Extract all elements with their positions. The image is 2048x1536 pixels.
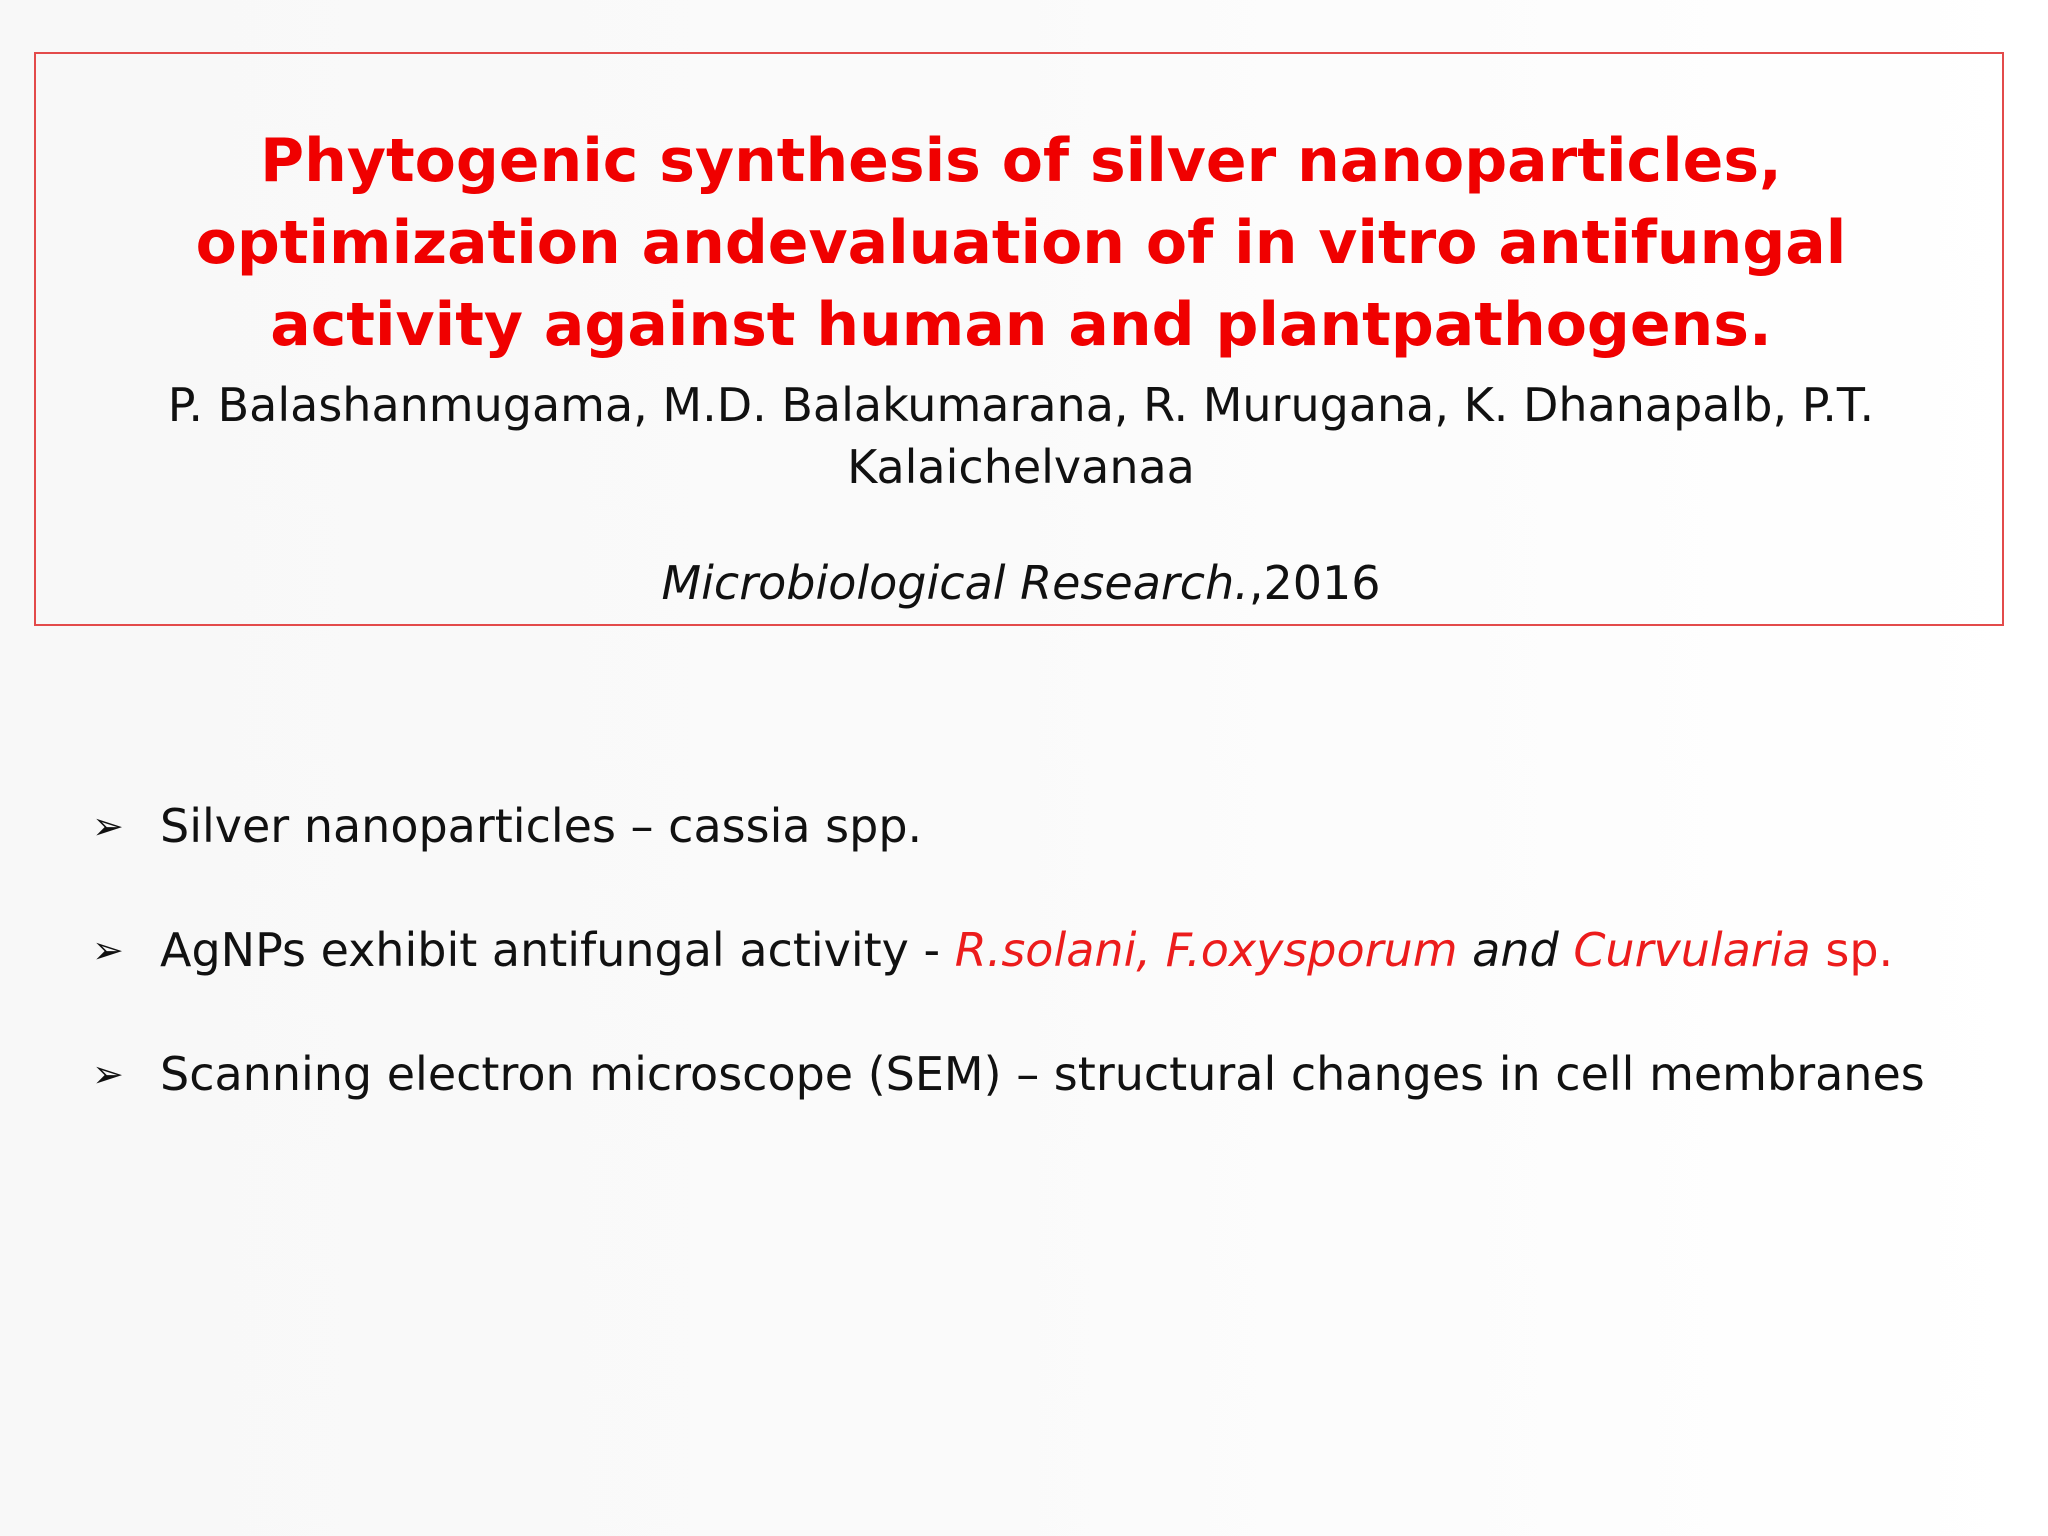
- paper-citation-box: [34, 52, 2004, 626]
- arrow-bullet-icon: ➢: [92, 1052, 124, 1096]
- bullet-prefix: AgNPs exhibit antifungal activity -: [160, 923, 955, 977]
- bullet-text: Silver nanoparticles – cassia spp.: [160, 799, 923, 853]
- bullet-item: [92, 914, 2012, 1038]
- summary-bullet-list: [92, 790, 2012, 1162]
- bullet-text: Scanning electron microscope (SEM) – structural changes in cell membranes: [160, 1047, 1925, 1101]
- publication-year: ,2016: [1248, 556, 1381, 610]
- species-abbreviation: sp.: [1810, 923, 1894, 977]
- fungal-genus-name: Curvularia: [1573, 923, 1811, 977]
- bullet-connector: and: [1457, 923, 1574, 977]
- paper-title: Phytogenic synthesis of silver nanoparticles, optimization andevaluation of in vitro antifungal activity against human and plantpathogens.: [195, 126, 1847, 360]
- bullet-text: [160, 914, 1893, 986]
- fungal-species-list: R.solani, F.oxysporum: [954, 923, 1458, 977]
- bullet-item: [92, 790, 2012, 914]
- journal-name: Microbiological Research.: [661, 556, 1249, 610]
- arrow-bullet-icon: ➢: [92, 928, 124, 972]
- paper-authors: P. Balashanmugama, M.D. Balakumarana, R. Murugana, K. Dhanapalb, P.T. Kalaichelvanaa: [167, 378, 1875, 494]
- bullet-item: [92, 1038, 2012, 1162]
- arrow-bullet-icon: ➢: [92, 804, 124, 848]
- journal-citation: [136, 552, 1906, 614]
